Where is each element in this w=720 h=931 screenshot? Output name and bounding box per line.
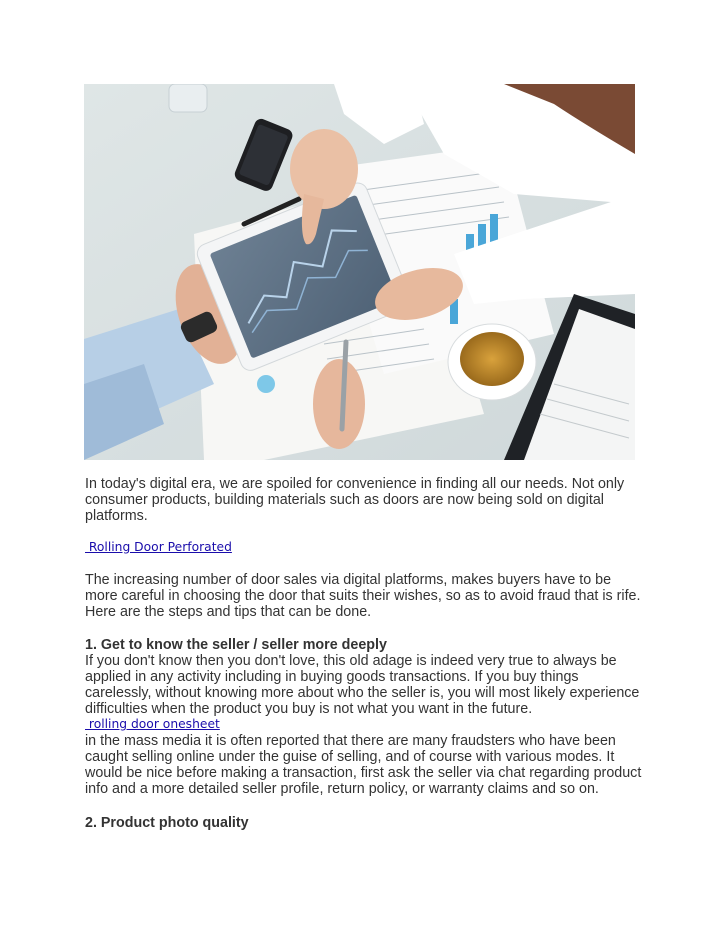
- section-heading-photo-quality: 2. Product photo quality: [85, 815, 249, 831]
- rolling-door-perforated-link[interactable]: Rolling Door Perforated: [85, 540, 232, 554]
- article-photo: [84, 84, 635, 460]
- meeting-illustration: [84, 84, 635, 460]
- know-seller-paragraph: If you don't know then you don't love, this old adage is indeed very true to always be applied in any activity including in buying goods transactions. If you buy things carelessly, without knowing more about who the seller is, you will most likely experience difficulties when the product you buy is not what you want in the future.: [85, 653, 640, 717]
- fraud-paragraph: in the mass media it is often reported that there are many fraudsters who have been caught selling online under the guise of selling, and of course with various modes. It would be nice before making a transaction, first ask the seller via chat regarding product info and a more detailed seller profile, return policy, or warranty claims and so on.: [85, 733, 642, 797]
- intro-paragraph: In today's digital era, we are spoiled for convenience in finding all our needs. Not only consumer products, building materials such as doors are now being sold on digital platforms.: [85, 476, 625, 524]
- section-heading-know-seller: 1. Get to know the seller / seller more deeply: [85, 637, 387, 653]
- door-sales-paragraph: The increasing number of door sales via digital platforms, makes buyers have to be more careful in choosing the door that suits their wishes, so as to avoid fraud that is rife. Here are the steps and tips that can be done.: [85, 572, 641, 620]
- rolling-door-onesheet-link[interactable]: rolling door onesheet: [85, 717, 220, 731]
